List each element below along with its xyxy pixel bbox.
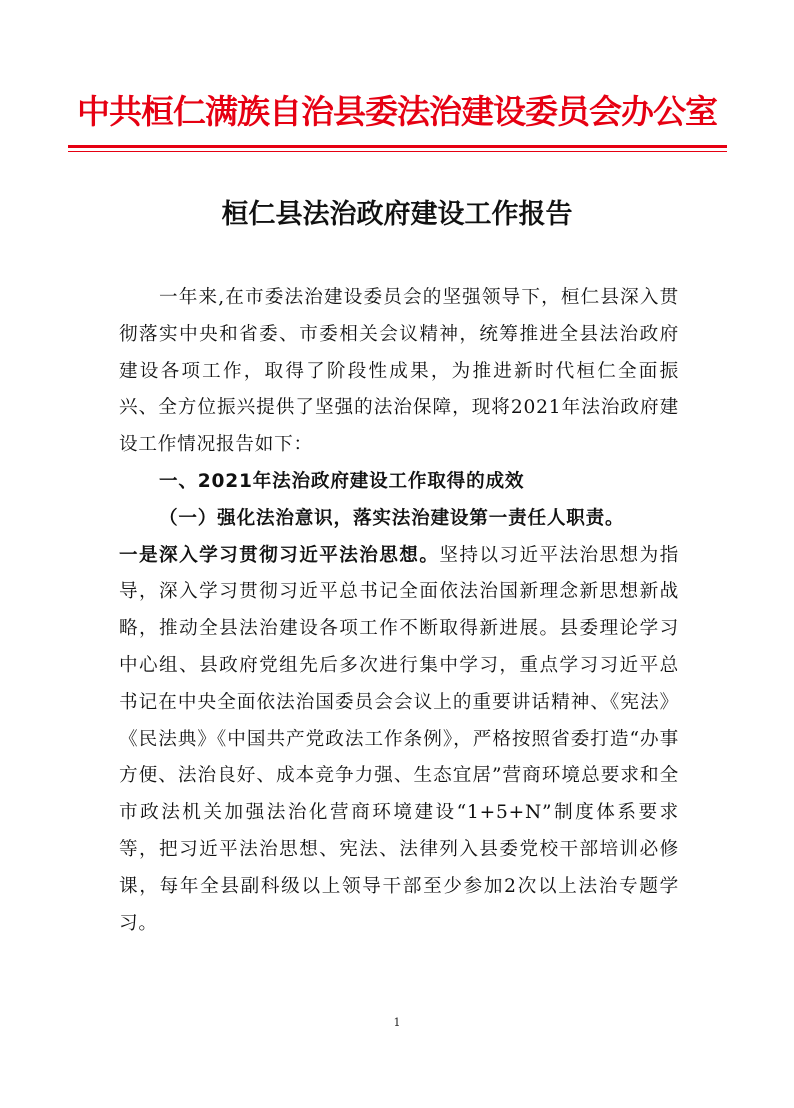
point-lead: 一是深入学习贯彻习近平法治思想。 [119, 544, 440, 566]
document-body [119, 280, 679, 942]
masthead-rule-thin [68, 151, 727, 152]
page-number: 1 [393, 1016, 401, 1029]
subsection-heading: （一）强化法治意识，落实法治建设第一责任人职责。 [159, 507, 625, 529]
point-paragraph [119, 538, 679, 943]
masthead-rule-thick [68, 145, 727, 148]
document-title: 桓仁县法治政府建设工作报告 [221, 199, 573, 230]
intro-paragraph: 一年来,在市委法治建设委员会的坚强领导下，桓仁县深入贯彻落实中央和省委、市委相关会议精神，统筹推进全县法治政府建设各项工作，取得了阶段性成果，为推进新时代桓仁全面振兴、全方位振兴提供了坚强的法治保障，现将2021年法治政府建设工作情况报告如下： [119, 287, 679, 456]
section-heading: 一、2021年法治政府建设工作取得的成效 [159, 470, 525, 492]
masthead-title: 中共桓仁满族自治县委法治建设委员会办公室 [77, 92, 717, 131]
point-body: 坚持以习近平法治思想为指导，深入学习贯彻习近平总书记全面依法治国新理念新思想新战略，推动全县法治建设各项工作不断取得新进展。县委理论学习中心组、县政府党组先后多次进行集中学习，重点学习习近平总书记在中央全面依法治国委员会会议上的重要讲话精神、《宪法》《民法典》《中国共产党政法工作条例》，严格按照省委打造“办事方便、法治良好、成本竞争力强、生态宜居”营商环境总要求和全市政法机关加强法治化营商环境建设“1+5+N”制度体系要求等，把习近平法治思想、宪法、法律列入县委党校干部培训必修课，每年全县副科级以上领导干部至少参加2次以上法治专题学习。 [119, 544, 679, 934]
